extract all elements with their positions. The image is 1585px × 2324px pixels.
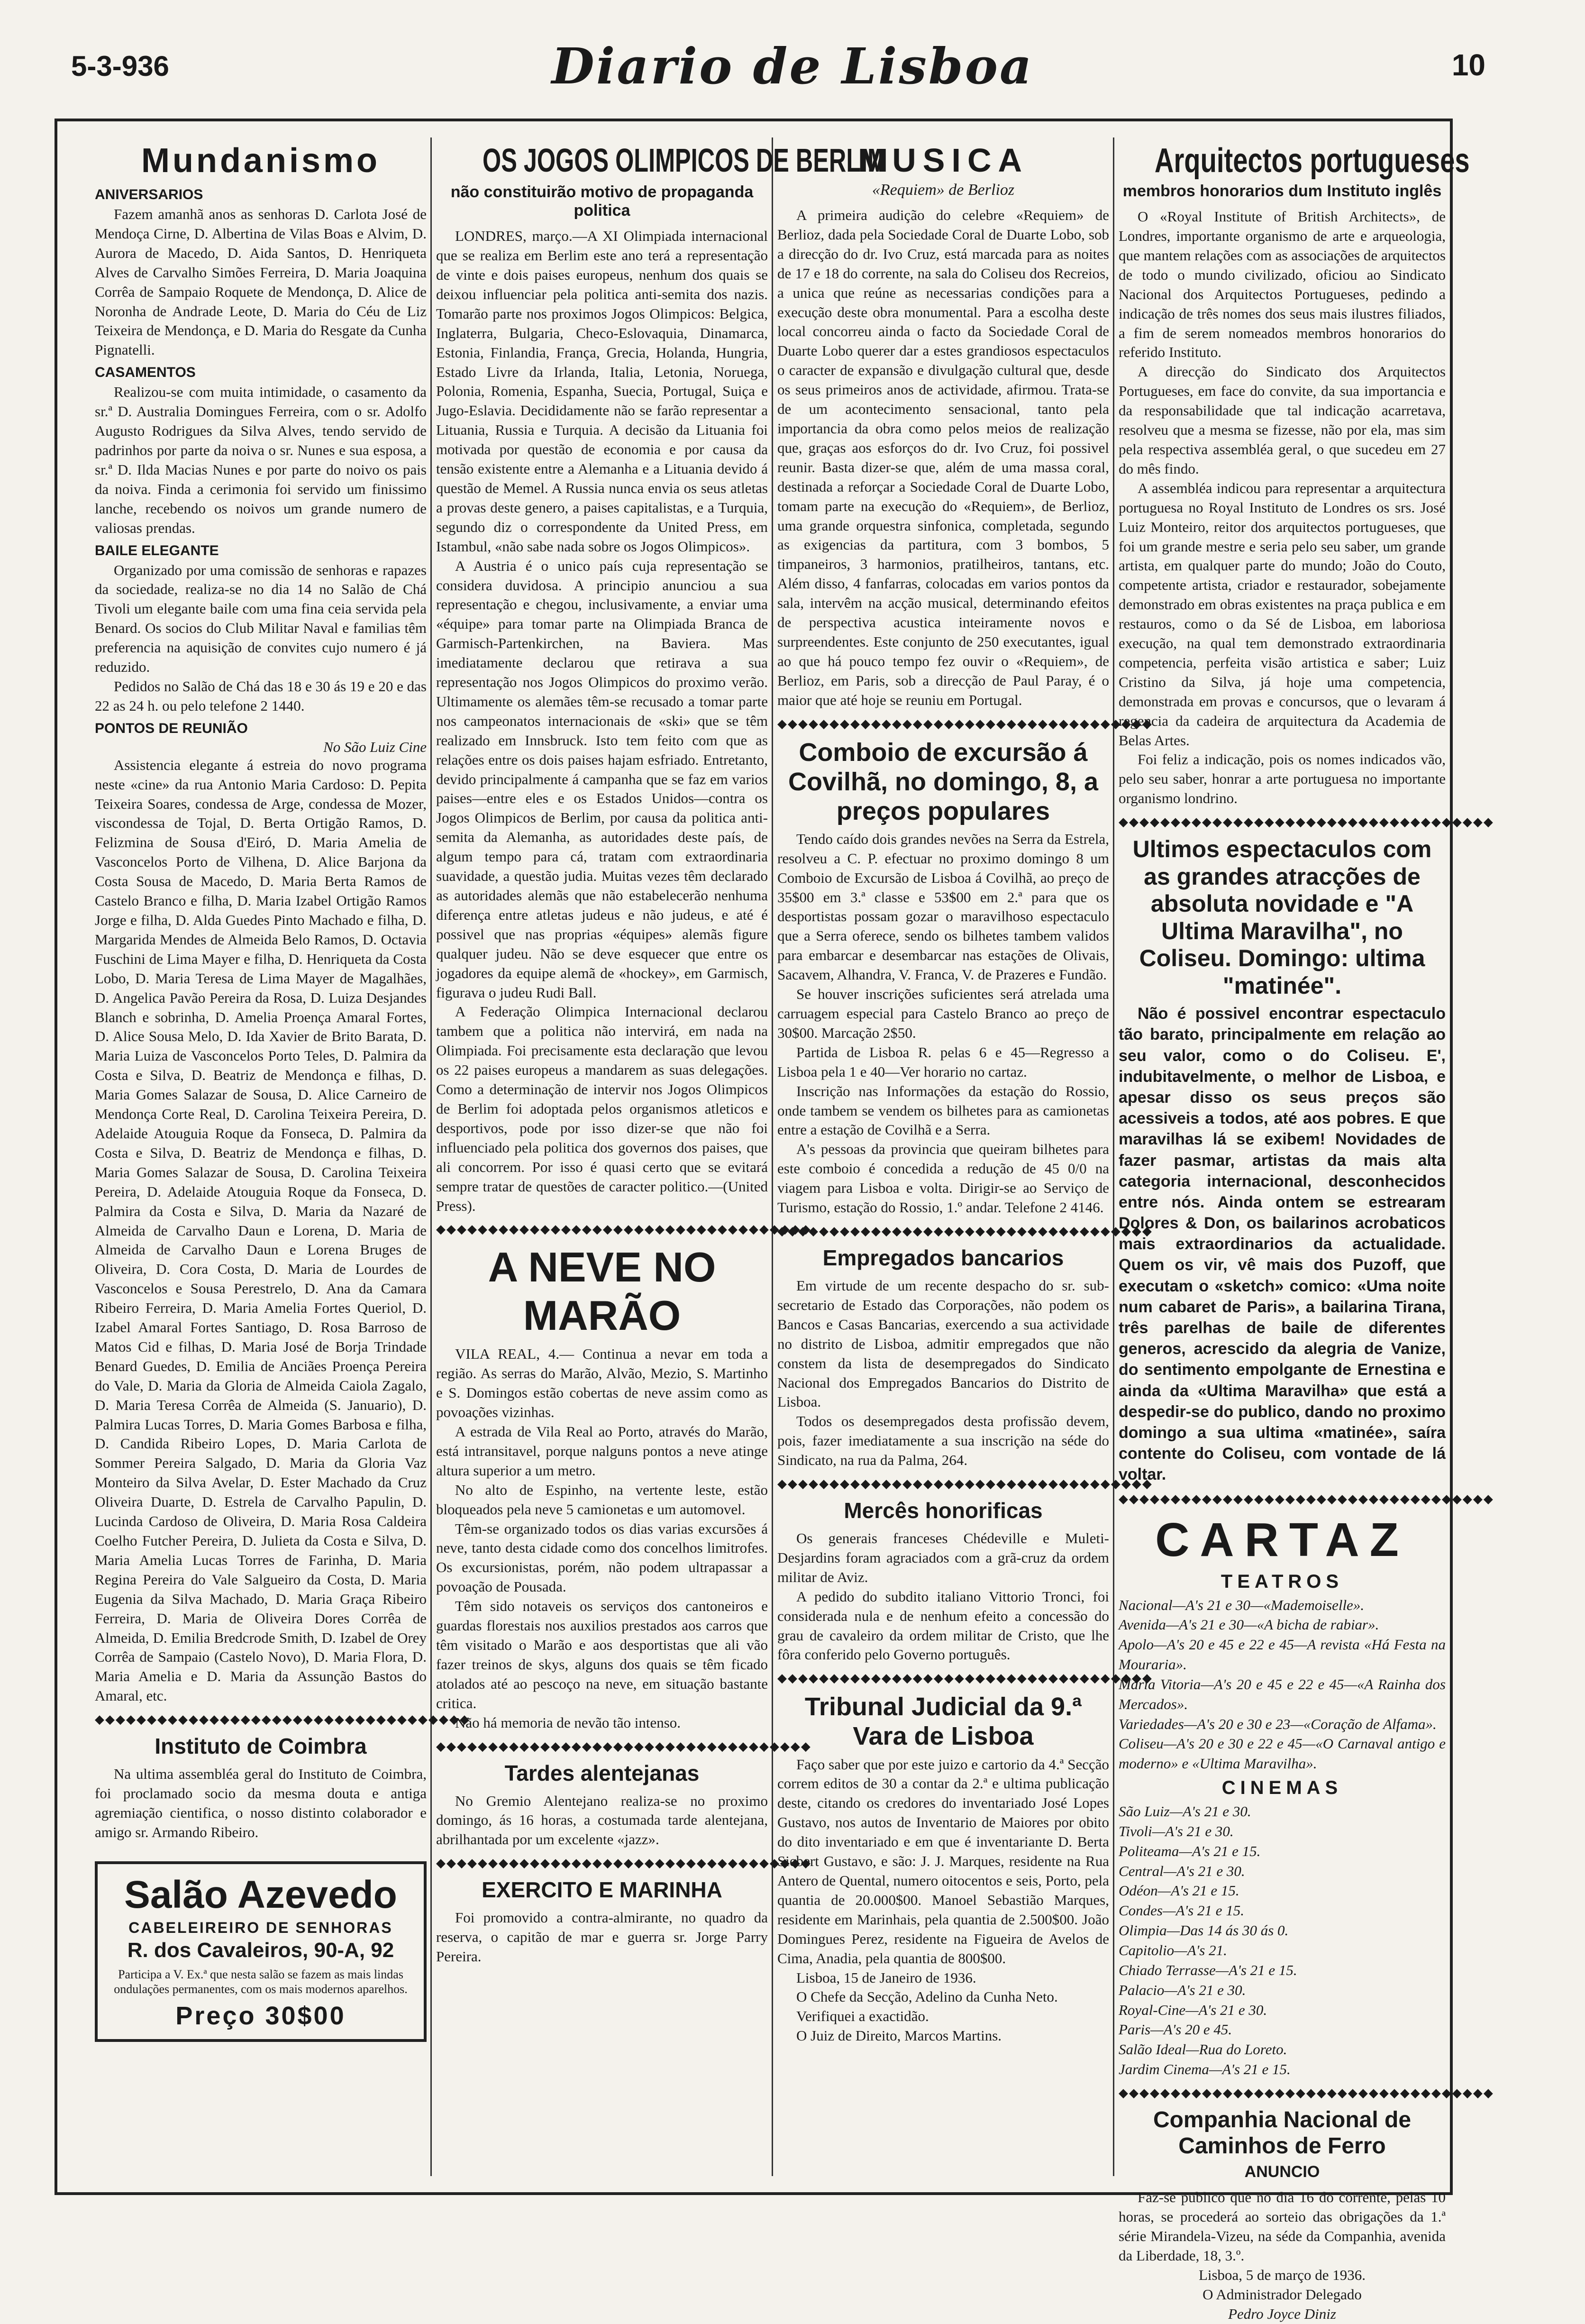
tardes-text: No Gremio Alentejano realiza-se no proximo domingo, ás 16 horas, a costumada tarde alentejana, abrilhantada por um excelente «jazz». <box>436 1792 768 1848</box>
arquitectos-paragraph: O «Royal Institute of British Architects», de Londres, importante organismo de arte e arqueologia, que mantem relações com as associações de arquitectos de todo o mundo civilizado, oficiou ao Sindicato Nacional dos Arquitectos Portugueses, pedindo a indicação de três nomes dos seus mais ilustres filiados, a fim de serem nomeados membros honorarios do referido Instituto. <box>1119 208 1446 361</box>
separator: ◆◆◆◆◆◆◆◆◆◆◆◆◆◆◆◆◆◆◆◆◆◆◆◆◆◆◆◆◆◆◆◆◆◆◆◆ <box>436 1856 811 1870</box>
cinema-listing: Capitolio—A's 21. <box>1119 1942 1227 1958</box>
cinema-listing: Royal-Cine—A's 21 e 30. <box>1119 2001 1267 2018</box>
jogos-paragraph: A Federação Olimpica Internacional declarou tambem que a politica não intervirá, em nada na Olimpiada. Foi precisamente esta declaração que levou os 22 paises europeus a mandarem as suas delegações. Como a determinação de intervir nos Jogos Olimpicos de Berlim foi adoptada pelos organismos atleticos e desportivos, pode por isso dizer-se que não foi influenciado pela politica dos governos dos paises, que ali concorrem. Por isso é quasi certo que se evitará sempre tratar de questões de caracter politico.—(United Press). <box>436 1003 768 1214</box>
column-rule <box>1113 137 1114 2176</box>
tardes-heading: Tardes alentejanas <box>504 1760 700 1785</box>
separator: ◆◆◆◆◆◆◆◆◆◆◆◆◆◆◆◆◆◆◆◆◆◆◆◆◆◆◆◆◆◆◆◆◆◆◆◆ <box>777 1671 1153 1685</box>
separator: ◆◆◆◆◆◆◆◆◆◆◆◆◆◆◆◆◆◆◆◆◆◆◆◆◆◆◆◆◆◆◆◆◆◆◆◆ <box>1119 2086 1494 2100</box>
separator: ◆◆◆◆◆◆◆◆◆◆◆◆◆◆◆◆◆◆◆◆◆◆◆◆◆◆◆◆◆◆◆◆◆◆◆◆ <box>1119 815 1494 829</box>
ad-subtitle: CABELEIREIRO DE SENHORAS <box>128 1919 393 1936</box>
teatro-listing: Coliseu—A's 20 e 30 e 22 e 45—«O Carnaval antigo e moderno» e «Ultima Maravilha». <box>1119 1735 1446 1772</box>
separator: ◆◆◆◆◆◆◆◆◆◆◆◆◆◆◆◆◆◆◆◆◆◆◆◆◆◆◆◆◆◆◆◆◆◆◆◆ <box>95 1712 470 1727</box>
pontos-place: No São Luiz Cine <box>323 738 427 755</box>
separator: ◆◆◆◆◆◆◆◆◆◆◆◆◆◆◆◆◆◆◆◆◆◆◆◆◆◆◆◆◆◆◆◆◆◆◆◆ <box>777 1477 1153 1491</box>
cinema-listing: Olimpia—Das 14 ás 30 ás 0. <box>1119 1922 1289 1939</box>
jogos-heading: OS JOGOS OLIMPICOS DE BERLIM <box>483 142 888 179</box>
ad-title: Salão Azevedo <box>124 1873 397 1916</box>
teatro-listing: Variedades—A's 20 e 30 e 23—«Coração de Alfama». <box>1119 1715 1437 1732</box>
cinema-listing: Condes—A's 21 e 15. <box>1119 1902 1244 1919</box>
baile-text: Organizado por uma comissão de senhoras e rapazes da sociedade, realiza-se no dia 14 no Salão de Chá Tivoli um elegante baile com uma fina ceia servida pela Benard. Os socios do Club Militar Naval e familias têm preferencia na aquisição de convites cujo numero é já reduzido. <box>95 561 427 676</box>
arquitectos-paragraph: A direcção do Sindicato dos Arquitectos Portugueses, em face do convite, da sua importancia e da responsabilidade que tal indicação acarretava, resolveu que a mesma se fizesse, não por ela, mas sim pela respectiva assembléa geral, o que sucedeu em 27 do mês findo. <box>1119 363 1446 477</box>
musica-paragraph: A primeira audição do celebre «Requiem» de Berlioz, dada pela Sociedade Coral de Duarte Lobo, sob a direcção do dr. Ivo Cruz, está marcada para as noites de 17 e 18 do corrente, na sala do Coliseu dos Recreios, a unica que reúne as necessarias condições para a execução deste obra monumental. Para a escolha deste local concorreu ainda o facto da Sociedade Coral de Duarte Lobo querer dar a estes grandiosos espectaculos o caracter de expansão e divulgação cultural que, desde os seus primeiros anos de actividade, afirmou. Trata-se de um acontecimento sensacional, tanto pela importancia da obra como pelos meios de realização que, graças aos esforços do dr. Ivo Cruz, foi possivel reunir. Basta dizer-se que, além de uma massa coral, destinada a reforçar a Sociedade Coral de Duarte Lobo, tomam parte na execução do «Requiem», de Berlioz, uma grande orquestra sinfonica, completada, segundo as exigencias da partitura, com 3 bombos, 5 timpaneiros, 3 harmonios, pratilheiros, tantans, etc. Além disso, 4 fanfarras, colocadas em varios pontos da sala, intervêm na acção musical, determinando efeitos de perspectiva acustica inteiramente novos e surpreendentes. Este conjunto de 250 executantes, igual ao que há pouco tempo fez ouvir o «Requiem», de Berlioz, em Paris, sob a direcção de Paul Paray, é o maior que até hoje se reuniu em Portugal. <box>777 207 1109 708</box>
cartaz-heading: CARTAZ <box>1155 1513 1409 1566</box>
separator: ◆◆◆◆◆◆◆◆◆◆◆◆◆◆◆◆◆◆◆◆◆◆◆◆◆◆◆◆◆◆◆◆◆◆◆◆ <box>777 716 1153 731</box>
teatro-listing: Avenida—A's 21 e 30—«A bicha de rabiar». <box>1119 1616 1379 1633</box>
companhia-text: Faz-se publico que no dia 16 do corrente, pelas 10 horas, se procederá ao sorteio das obrigações da 1.ª série Mirandela-Vizeu, na séde da Companhia, avenida da Liberdade, 18, 3.º. <box>1119 2189 1446 2264</box>
casamentos-text: Realizou-se com muita intimidade, o casamento da sr.ª D. Australia Domingues Ferreira, com o sr. Adolfo Augusto Rodrigues da Silva Alves, tendo servido de padrinhos por parte da noiva o sr. Nunes e sua esposa, a sr.ª D. Ilda Macias Nunes e por parte do noivo os pais da noiva. Finda a cerimonia foi servido um finissimo lanche, recebendo os noivos um grande numero de valiosas prendas. <box>95 384 427 536</box>
cinema-listing: Odéon—A's 21 e 15. <box>1119 1882 1239 1899</box>
casamentos-label: CASAMENTOS <box>95 365 196 381</box>
ad-price: Preço 30$00 <box>175 2002 346 2031</box>
neve-heading: A NEVE NO MARÃO <box>488 1244 716 1339</box>
tribunal-verif: Verifiquei a exactidão. <box>796 2008 929 2025</box>
merces-paragraph: Os generais franceses Chédeville e Muleti-Desjardins foram agraciados com a grã-cruz da ordem militar de Aviz. <box>777 1530 1109 1585</box>
comboio-paragraph: Inscrição nas Informações da estação do Rossio, onde tambem se vendem os bilhetes para as camionetas entre a estação de Covilhã e a Serra. <box>777 1082 1109 1138</box>
tribunal-heading: Tribunal Judicial da 9.ª Vara de Lisboa <box>804 1693 1082 1751</box>
empregados-heading: Empregados bancarios <box>822 1245 1064 1270</box>
tribunal-chefe: O Chefe da Secção, Adelino da Cunha Neto. <box>796 1988 1058 2005</box>
companhia-date: Lisboa, 5 de março de 1936. <box>1198 2267 1366 2283</box>
neve-paragraph: Têm sido notaveis os serviços dos cantoneiros e guardas florestais nos auxilios prestados aos carros que têm visitado o Marão e aos desportistas que ali vão fazer treinos de skys, alguns dos quais se têm ficado atolados até ao pescoço na neve, em situação bastante critica. <box>436 1598 768 1711</box>
tribunal-juiz: O Juiz de Direito, Marcos Martins. <box>796 2027 1002 2044</box>
jogos-paragraph: A Austria é o unico país cuja representação se considera duvidosa. A principio anunciou a sua representação e chegou, inclusivamente, a enviar uma «équipe» para tomar parte na Olimpiada Branca de Garmisch-Partenkirchen, na Baviera. Mas imediatamente declarou que retirava a sua representação nos Jogos Olimpicos do proximo verão. Ultimamente os alemães têm-se recusado a tomar parte nos campeonatos internacionais de «ski» que se têm realizado em Innsbruck. Isto tem feito com que as relações entre os dois paises hajam esfriado. Entretanto, devido principalmente á campanha que se faz em varios paises—entre eles e os Estados Unidos—contra os Jogos Olimpicos de Berlim, por causa da politica anti-semita da Alemanha, as autoridades deste país, de algum tempo para cá, tratam com extraordinaria suavidade, a questão judia. Muitas vezes têm declarado as autoridades alemãs que não estabelecerão nenhuma diferença entre atletas judeus e não judeus, e até é possivel que nas proprias «équipes» alemãs figure qualquer judeu. Não se deve esquecer que entre os jogadores da equipe alemã de «hockey», em Garmisch, figurava o judeu Rudi Ball. <box>436 557 768 1001</box>
teatro-listing: Maria Vitoria—A's 20 e 45 e 22 e 45—«A Rainha dos Mercados». <box>1119 1675 1446 1712</box>
separator: ◆◆◆◆◆◆◆◆◆◆◆◆◆◆◆◆◆◆◆◆◆◆◆◆◆◆◆◆◆◆◆◆◆◆◆◆ <box>777 1224 1153 1238</box>
companhia-notice <box>1119 2107 1446 2324</box>
comboio-paragraph: A's pessoas da provincia que queiram bilhetes para este comboio é concedida a redução de 45 0/0 na viagem para Lisboa e volta. Dirigir-se ao Serviço de Turismo, estação do Rossio, 1.º andar. Telefone 2 4146. <box>777 1141 1109 1216</box>
column-4 <box>1119 137 1494 2322</box>
arquitectos-paragraph: Foi feliz a indicação, pois os nomes indicados vão, pelo seu saber, honrar a arte portuguesa no importante organismo londrino. <box>1119 751 1446 807</box>
pontos-text: Assistencia elegante á estreia do novo programa neste «cine» da rua Antonio Maria Cardoso: D. Pepita Teixeira Soares, condessa de Arge, condessa de Mozer, viscondessa de Tojal, D. Berta Ortigão Ramos, D. Felizmina de Sousa d'Eiró, D. Maria Amelia de Vasconcelos Porto de Vilhena, D. Alice Barjona da Costa Sousa de Macedo, D. Maria Berta Ramos de Castelo Branco e filha, D. Maria Izabel Ortigão Ramos Jorge e filha, D. Alda Guedes Pinto Machado e filha, D. Margarida Mendes de Almeida Belo Ramos, D. Octavia Fuschini de Lima Mayer e filha, D. Henriqueta da Costa Lobo, D. Maria Teresa de Lima Mayer de Magalhães, D. Angelica Pavão Pereira da Rosa, D. Luiza Desjandes Blanch e sobrinha, D. Amelia Proença Amaral Fortes, D. Alice Sousa Melo, D. Ida Xavier de Brito Barata, D. Maria Luiza de Vasconcelos Porto Teles, D. Palmira da Costa e Silva, D. Beatriz de Mendonça e filhas, D. Maria Gomes Salazar de Sousa, D. Alice Carneiro de Mendonça Corte Real, D. Carolina Teixeira Pereira, D. Adelaide Atouguia Roque da Fonseca, D. Palmira da Costa e Silva, D. Beatriz de Mendonça e filhas, D. Maria Gomes Salazar de Sousa, D. Carolina Teixeira Pereira, D. Adelaide Atouguia Roque da Fonseca, D. Palmira da Costa e Silva, D. Maria da Nazaré de Almeida de Carvalho Daun e Lorena, D. Maria de Almeida de Carvalho Daun e Lorena Bruges de Oliveira, D. Cora Costa, D. Maria de Lourdes de Vasconcelos e Sousa Perestrelo, D. Ana da Camara Ribeiro Ferreira, D. Maria Amelia Fortes Queriol, D. Izabel Amaral Fortes Santiago, D. Rosa Barroso de Matos Cid e filhas, D. Maria José de Borja Trindade Benard Guedes, D. Emilia de Anciães Proença Pereira do Vale, D. Maria da Gloria de Almeida Caiola Zagalo, D. Maria Teresa Corrêa de Almeida (S. Januario), D. Palmira Lucas Torres, D. Maria Gomes Barbosa e filha, D. Candida Ribeiro Lopes, D. Maria Carlota de Sommer Pereira Salgado, D. Maria da Gloria Vaz Monteiro da Silva Avelar, D. Ester Machado da Cruz Oliveira Duarte, D. Estrela de Carvalho Papulin, D. Lucinda Cardoso de Oliveira, D. Maria Rosa Caldeira Coelho Futcher Pereira, D. Julieta da Costa e Silva, D. Maria Amelia Lucas Torres de Farinha, D. Maria Regina Pereira do Vale Salgueiro da Costa, D. Maria Eugenia da Silva Machado, D. Maria Graça Ribeiro Ferreira, D. Maria de Oliveira Dores Corrêa de Almeida, D. Emilia Bredcrode Smith, D. Izabel de Orey Corrêa de Sampaio (Castelo Novo), D. Maria Flora, D. Maria Amelia e D. Maria da Assunção Bastos do Amaral, etc. <box>95 756 427 1704</box>
merces-heading: Mercês honorificas <box>844 1498 1043 1523</box>
neve-paragraph: Têm-se organizado todos os dias varias excursões á neve, tanto desta cidade como dos concelhos limitrofes. Os excursionistas, porém, não podem ultrapassar a povoação de Pousada. <box>436 1520 768 1595</box>
musica-heading: MUSICA <box>857 142 1029 179</box>
jogos-subtitle: não constituirão motivo de propaganda politica <box>450 183 754 220</box>
jogos-paragraph: LONDRES, março.—A XI Olimpiada internacional que se realiza em Berlim este ano terá a representação de vinte e dois paises europeus, nenhum dos quais se deixou influenciar pela politica anti-semita dos nazis. Tomarão parte nos proximos Jogos Olimpicos: Belgica, Inglaterra, Bulgaria, Checo-Eslovaquia, Dinamarca, Estonia, Finlandia, França, Grecia, Holanda, Hungria, Estado Livre da Irlanda, Italia, Letonia, Noruega, Polonia, Romenia, Espanha, Suecia, Portugal, Suiça e Jugo-Eslavia. Decididamente não se farão representar a Lituania, Russia e Turquia. A decisão da Lituania foi motivada por questão de economia e por causa da tensão existente entre a Alemanha e a Lituania devido á questão de Memel. A Russia nunca envia os seus atletas a provas deste genero, a paises capitalistas, e a Turquia, segundo diz o correspondente da United Press, em Istambul, «não sabe nada sobre os Jogos Olimpicos». <box>436 228 768 555</box>
comboio-paragraph: Se houver inscrições suficientes será atrelada uma carruagem especial para Castelo Branco ao preço de 30$00. Marcação 2$50. <box>777 986 1109 1041</box>
empregados-paragraph: Em virtude de um recente despacho do sr. sub-secretario de Estado das Corporações, não podem os Bancos e Casas Bancarias, exercendo a sua actividade no distrito de Lisboa, admitir empregados que não constem da lista de desempregados do Sindicato Nacional dos Empregados Bancarios do Distrito de Lisboa. <box>777 1277 1109 1410</box>
teatro-listing: Apolo—A's 20 e 45 e 22 e 45—A revista «Há Festa na Mouraria». <box>1119 1636 1446 1673</box>
ad-address: R. dos Cavaleiros, 90-A, 92 <box>127 1938 394 1962</box>
comboio-heading: Comboio de excursão á Covilhã, no domingo, 8, a preços populares <box>788 738 1099 825</box>
column-rule <box>430 137 432 2176</box>
column-3 <box>777 137 1153 2176</box>
salao-azevedo-ad <box>95 1861 427 2042</box>
newspaper-title: Diario de Lisboa <box>551 37 1034 95</box>
cartaz-listings <box>1119 1513 1446 2079</box>
cinema-listing: Jardim Cinema—A's 21 e 15. <box>1119 2061 1291 2078</box>
cinema-listing: Central—A's 21 e 30. <box>1119 1862 1245 1879</box>
mundanismo-heading: Mundanismo <box>141 142 380 180</box>
separator: ◆◆◆◆◆◆◆◆◆◆◆◆◆◆◆◆◆◆◆◆◆◆◆◆◆◆◆◆◆◆◆◆◆◆◆◆ <box>436 1222 811 1236</box>
cinemas-label: CINEMAS <box>1221 1777 1343 1799</box>
column-1 <box>95 137 470 2176</box>
neve-paragraph: Não há memoria de nevão tão intenso. <box>455 1714 681 1731</box>
cinema-listing: São Luiz—A's 21 e 30. <box>1119 1803 1251 1820</box>
companhia-heading: Companhia Nacional de Caminhos de Ferro <box>1153 2107 1412 2159</box>
separator: ◆◆◆◆◆◆◆◆◆◆◆◆◆◆◆◆◆◆◆◆◆◆◆◆◆◆◆◆◆◆◆◆◆◆◆◆ <box>436 1739 811 1753</box>
column-rule <box>772 137 773 2176</box>
exercito-heading: EXERCITO E MARINHA <box>482 1877 722 1903</box>
tribunal-date: Lisboa, 15 de Janeiro de 1936. <box>796 1969 976 1986</box>
baile-text-2: Pedidos no Salão de Chá das 18 e 30 ás 19 e 20 e das 22 as 24 h. ou pelo telefone 2 1440. <box>95 677 427 714</box>
companhia-subtitle: ANUNCIO <box>1244 2163 1320 2181</box>
cinema-listing: Salão Ideal—Rua do Loreto. <box>1119 2041 1287 2058</box>
neve-paragraph: A estrada de Vila Real ao Porto, através do Marão, está intransitavel, porque nalguns pontos a neve atinge altura superior a um metro. <box>436 1423 768 1479</box>
companhia-admin: O Administrador Delegado <box>1202 2286 1362 2303</box>
cinema-listing: Tivoli—A's 21 e 30. <box>1119 1822 1234 1839</box>
teatro-listing: Nacional—A's 21 e 30—«Mademoiselle». <box>1119 1596 1365 1613</box>
merces-paragraph: A pedido do subdito italiano Vittorio Tronci, foi considerada nula e de nenhum efeito a concessão do grau de cavaleiro da ordem militar de Cristo, que lhe fôra conferido pelo Governo português. <box>777 1588 1109 1663</box>
neve-paragraph: No alto de Espinho, na vertente leste, estão bloqueados pela neve 5 camionetas e um automovel. <box>436 1481 768 1518</box>
cinema-listing: Paris—A's 20 e 45. <box>1119 2021 1232 2038</box>
aniversarios-text: Fazem amanhã anos as senhoras D. Carlota José de Mendoça Cirne, D. Albertina de Vilas Boas e Alvim, D. Aurora de Macedo, D. Aida Santos, D. Henriqueta Alves de Carvalho Simões Ferreira, D. Maria Joaquina Corrêa de Sampaio Roquete de Mendonça, D. Alice de Noronha de Andrade Leote, D. Maria do Céu de Liz Teixeira de Mendonça, e D. Maria do Resgate da Cunha Pignatelli. <box>95 206 427 358</box>
pontos-label: PONTOS DE REUNIÃO <box>95 720 248 736</box>
cinema-listing: Palacio—A's 21 e 30. <box>1119 1981 1246 1998</box>
comboio-paragraph: Partida de Lisboa R. pelas 6 e 45—Regresso a Lisboa pela 1 e 40—Ver horario no cartaz. <box>777 1043 1109 1080</box>
musica-subtitle: «Requiem» de Berlioz <box>872 181 1015 199</box>
exercito-text: Foi promovido a contra-almirante, no quadro da reserva, o capitão de mar e guerra sr. Jorge Parry Pereira. <box>436 1909 768 1965</box>
arquitectos-paragraph: A assembléa indicou para representar a arquitectura portuguesa no Royal Instituto de Londres os srs. José Luiz Monteiro, reitor dos arquitectos portugueses, que foi um grande mestre e seria pelo seu saber, um grande artista, em qualquer parte do mundo; João do Couto, competente artista, criador e restaurador, sobejamente demonstrado em obras existentes na praça publica e em restauros, como o da Sé de Lisboa, em laboriosa execução, na qual tem demonstrado extraordinaria competencia, perfeita visão artistica e saber; Luiz Cristino da Silva, já hoje uma competencia, demonstrada em provas e concursos, que o levaram á regencia da cadeira de arquitectura da Academia de Belas Artes. <box>1119 479 1446 749</box>
aniversarios-label: ANIVERSARIOS <box>95 187 203 202</box>
baile-label: BAILE ELEGANTE <box>95 542 219 558</box>
cinema-listing: Chiado Terrasse—A's 21 e 15. <box>1119 1961 1297 1978</box>
instituto-heading: Instituto de Coimbra <box>155 1734 367 1759</box>
cinema-listing: Politeama—A's 21 e 15. <box>1119 1842 1261 1859</box>
instituto-text: Na ultima assembléa geral do Instituto de Coimbra, foi proclamado socio da mesma douta e antiga agremiação cientifica, o nosso distinto colaborador e amigo sr. Armando Ribeiro. <box>95 1766 427 1840</box>
tribunal-paragraph: Faço saber que por este juizo e cartorio da 4.ª Secção correm editos de 30 a contar da 2.ª e ultima publicação deste, citando os credores do inventariado José Lopes Gustavo, nos autos de Inventario de Maiores por obito do dito inventariado e em que é inventariante D. Berta Siebert Gustavo, e são: J. J. Marques, residente na Rua Antero de Quental, numero oitocentos e seis, Porto, pela quantia de 20.000$00. Manoel Sebastião Marques, residente em Marinhais, pela quantia de 2.500$00. João Domingues Perez, residente na Figueira de Avelos de Cima, Anadia, pela quantia de 800$00. <box>777 1756 1109 1967</box>
arquitectos-subtitle: membros honorarios dum Instituto inglês <box>1122 182 1442 200</box>
comboio-paragraph: Tendo caído dois grandes nevões na Serra da Estrela, resolveu a C. P. efectuar no proximo domingo 8 um Comboio de Excursão de Lisboa á Covilhã, ao preço de 35$00 em 3.ª classe e 53$00 em 2.ª para que os desportistas possam gozar o maravilhoso espectaculo que a Serra oferece, sendo os bilhetes tambem validos para embarcar e desembarcar nas estações de Olivais, Sacavem, Alhandra, V. Franca, V. de Prazeres e Fundão. <box>777 830 1109 983</box>
issue-date: 5-3-936 <box>71 50 169 82</box>
page-number: 10 <box>1451 48 1485 82</box>
coliseu-heading: Ultimos espectaculos com as grandes atracções de absoluta novidade e "A Ultima Maravilha", no Coliseu. Domingo: ultima "matinée". <box>1132 836 1432 999</box>
ad-text: Participa a V. Ex.ª que nesta salão se fazem as mais lindas ondulações permanentes, com os mais modernos aparelhos. <box>114 1967 408 1996</box>
arquitectos-heading: Arquitectos portugueses <box>1154 142 1470 180</box>
companhia-signature: Pedro Joyce Diniz <box>1228 2305 1336 2322</box>
separator: ◆◆◆◆◆◆◆◆◆◆◆◆◆◆◆◆◆◆◆◆◆◆◆◆◆◆◆◆◆◆◆◆◆◆◆◆ <box>1119 1491 1494 1506</box>
empregados-paragraph: Todos os desempregados desta profissão devem, pois, fazer imediatamente a sua inscrição na séde do Sindicato, na rua da Palma, 264. <box>777 1413 1109 1469</box>
masthead <box>0 0 1585 119</box>
teatros-label: TEATROS <box>1221 1571 1344 1592</box>
neve-paragraph: VILA REAL, 4.— Continua a nevar em toda a região. As serras do Marão, Alvão, Mezio, S. Martinho e S. Domingos estão cobertas de neve assim como as povoações vizinhas. <box>436 1345 768 1421</box>
coliseu-text: Não é possivel encontrar espectaculo tão barato, principalmente em relação ao seu valor, como o do Coliseu. E', indubitavelmente, o melhor de Lisboa, e apesar disso os seus preços são acessiveis a todos, até aos pobres. E que maravilhas lá se exibem! Novidades de fazer pasmar, artistas da mais alta categoria internacional, desconhecidos entre nós. Ainda ontem se estrearam Dolores & Don, os bailarinos acrobaticos mais extraordinarios da actualidade. Quem os vir, vê mais dos Puzoff, que executam o «sketch» comico: «Uma noite num cabaret de Paris», a bailarina Tirana, três parelhas de baile de diferentes generos, acrescido da alegria de Vanize, do sentimento empolgante de Ernestina e ainda da «Ultima Maravilha» que está a despedir-se do publico, dando no proximo domingo a sua ultima «matinée», saíra contente do Coliseu, com vontade de lá voltar. <box>1119 1005 1446 1484</box>
